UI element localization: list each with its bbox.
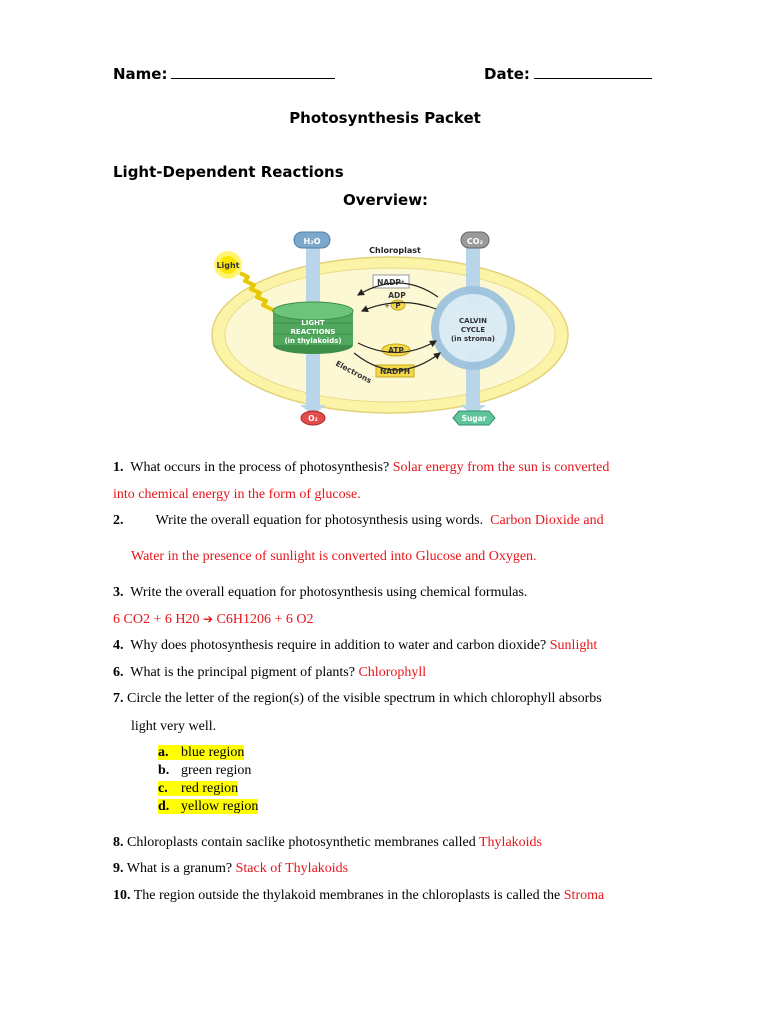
question-10 [113,888,604,904]
q2-text: Write the overall equation for photosynthesis using words. [155,513,484,528]
light-reactions-line3: (in thylakoids) [284,337,342,345]
photosynthesis-diagram [200,225,570,435]
q6-text: What is the principal pigment of plants? [130,665,355,680]
name-blank[interactable] [171,64,335,79]
q4-answer[interactable]: Sunlight [549,638,598,653]
q3-answer-right: C6H1206 + 6 O2 [216,612,314,627]
q1-text: What occurs in the process of photosynthesis? [130,460,390,475]
q7-text-b: light very well. [131,719,217,734]
question-4 [113,638,597,654]
option-a-letter: a. [158,745,169,760]
adp-label: ADP [388,291,406,300]
date-label: Date: [484,65,530,83]
q3-answer[interactable] [113,612,314,628]
question-3 [113,585,527,601]
q4-number: 4. [113,638,124,653]
q7-option-a[interactable] [158,745,244,761]
option-b-letter: b. [158,763,170,778]
option-d-text: yellow region [181,799,259,814]
overview-heading: Overview: [343,191,429,209]
q7-option-b[interactable] [158,763,251,779]
q6-answer[interactable]: Chlorophyll [358,665,427,680]
q1-answer-b[interactable]: into chemical energy in the form of glucose. [113,487,361,502]
q1-number: 1. [113,460,124,475]
name-label: Name: [113,65,168,83]
q8-answer[interactable]: Thylakoids [479,835,542,850]
question-9 [113,861,348,877]
q3-answer-left: 6 CO2 + 6 H20 [113,612,200,627]
q2-answer-a[interactable]: Carbon Dioxide and [490,513,604,528]
q7-option-d[interactable] [158,799,258,815]
option-c-letter: c. [158,781,168,796]
q7-text-a: Circle the letter of the region(s) of the visible spectrum in which chlorophyll absorbs [127,691,602,706]
p-label: P [395,302,401,310]
q4-text: Why does photosynthesis require in addition to water and carbon dioxide? [130,638,547,653]
option-c-text: red region [181,781,239,796]
calvin-line3: (in stroma) [450,335,496,343]
question-1 [113,460,609,476]
o2-label: O₂ [308,414,318,423]
q10-text: The region outside the thylakoid membranes in the chloroplasts is called the [133,888,561,903]
q9-answer[interactable]: Stack of Thylakoids [235,861,349,876]
q9-text: What is a granum? [126,861,233,876]
date-blank[interactable] [534,64,652,79]
option-a-text: blue region [181,745,245,760]
q2-answer-b[interactable]: Water in the presence of sunlight is converted into Glucose and Oxygen. [131,549,537,564]
nadph-label: NADPH [379,367,411,376]
page-title: Photosynthesis Packet [289,109,481,127]
sugar-label: Sugar [461,414,487,423]
q7-number: 7. [113,691,124,706]
h2o-label: H₂O [303,237,321,246]
q3-text: Write the overall equation for photosynthesis using chemical formulas. [130,585,528,600]
nadp-label: NADP⁺ [377,278,405,287]
calvin-line1: CALVIN [459,317,487,325]
electrons-label: Electrons [334,358,374,386]
date-line [484,64,652,83]
q8-number: 8. [113,835,124,850]
q7-option-c[interactable] [158,781,238,797]
question-8 [113,835,542,851]
atp-label: ATP [388,346,404,355]
calvin-line2: CYCLE [460,326,486,334]
option-d-letter: d. [158,799,170,814]
q6-number: 6. [113,665,124,680]
arrow-icon: ➔ [202,612,214,626]
light-label: Light [216,261,240,270]
option-b-text: green region [181,763,252,778]
q10-number: 10. [113,888,131,903]
name-line [113,64,335,83]
light-reactions-line1: LIGHT [301,319,325,327]
question-6 [113,665,426,681]
co2-label: CO₂ [466,237,484,246]
q2-number: 2. [113,513,124,528]
q10-answer[interactable]: Stroma [563,888,605,903]
chloroplast-label: Chloroplast [369,246,421,255]
q8-text: Chloroplasts contain saclike photosynthetic membranes called [127,835,476,850]
question-2 [113,513,604,529]
light-reactions-line2: REACTIONS [290,328,336,336]
q9-number: 9. [113,861,124,876]
q1-answer-a[interactable]: Solar energy from the sun is converted [392,460,610,475]
q3-number: 3. [113,585,124,600]
section-heading: Light-Dependent Reactions [113,163,344,181]
plus-label: + [384,302,390,310]
question-7 [113,691,602,707]
